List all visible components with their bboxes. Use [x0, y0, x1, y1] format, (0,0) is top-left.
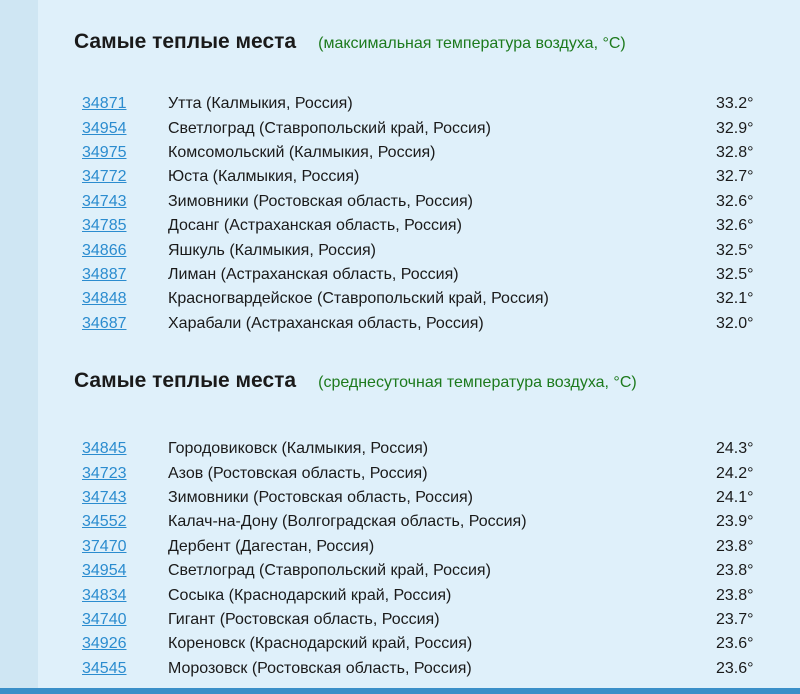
- station-code-link[interactable]: 34926: [82, 635, 127, 653]
- station-place: Светлоград (Ставропольский край, Россия): [168, 119, 491, 137]
- station-code-link[interactable]: 34866: [82, 241, 127, 259]
- station-place: Кореновск (Краснодарский край, Россия): [168, 635, 473, 653]
- section-title: Самые теплые места: [74, 369, 297, 392]
- station-place: Досанг (Астраханская область, Россия): [168, 217, 462, 235]
- temperature-value: 23.8°: [716, 562, 754, 580]
- station-code-link[interactable]: 34975: [82, 143, 127, 161]
- station-place: Сосыка (Краснодарский край, Россия): [168, 586, 452, 604]
- table-row: [74, 287, 774, 311]
- station-list: [74, 437, 774, 681]
- table-row: [74, 510, 774, 534]
- section-subtitle: (среднесуточная температура воздуха, °C): [318, 374, 637, 391]
- station-code-link[interactable]: 34772: [82, 168, 127, 186]
- station-code-link[interactable]: 34785: [82, 217, 127, 235]
- station-code-link[interactable]: 34887: [82, 265, 127, 283]
- station-place: Городовиковск (Калмыкия, Россия): [168, 440, 429, 458]
- station-place: Гигант (Ростовская область, Россия): [168, 610, 440, 628]
- table-row: [74, 263, 774, 287]
- station-place: Калач-на-Дону (Волгоградская область, Россия): [168, 513, 527, 531]
- table-row: [74, 657, 774, 681]
- table-row: [74, 559, 774, 583]
- station-place: Харабали (Астраханская область, Россия): [168, 314, 484, 332]
- temperature-value: 33.2°: [716, 95, 754, 113]
- temperature-value: 32.1°: [716, 290, 754, 308]
- station-code-link[interactable]: 34954: [82, 562, 127, 580]
- temperature-value: 23.6°: [716, 635, 754, 653]
- table-row: [74, 583, 774, 607]
- table-row: [74, 116, 774, 140]
- table-row: [74, 141, 774, 165]
- table-row: [74, 238, 774, 262]
- section-heading: [74, 30, 774, 60]
- table-row: [74, 461, 774, 485]
- station-code-link[interactable]: 34743: [82, 192, 127, 210]
- section-heading: [74, 369, 774, 399]
- temperature-value: 24.2°: [716, 464, 754, 482]
- station-place: Лиман (Астраханская область, Россия): [168, 265, 459, 283]
- table-row: [74, 486, 774, 510]
- station-code-link[interactable]: 34743: [82, 488, 127, 506]
- max-temp-section: [74, 30, 774, 332]
- station-place: Яшкуль (Калмыкия, Россия): [168, 241, 377, 259]
- bottom-accent-bar: [0, 688, 800, 694]
- temperature-value: 32.7°: [716, 168, 754, 186]
- table-row: [74, 312, 774, 336]
- temperature-value: 24.3°: [716, 440, 754, 458]
- station-code-link[interactable]: 34552: [82, 513, 127, 531]
- temperature-value: 32.5°: [716, 241, 754, 259]
- temperature-value: 32.9°: [716, 119, 754, 137]
- station-code-link[interactable]: 37470: [82, 537, 127, 555]
- station-code-link[interactable]: 34723: [82, 464, 127, 482]
- station-place: Комсомольский (Калмыкия, Россия): [168, 143, 436, 161]
- station-code-link[interactable]: 34834: [82, 586, 127, 604]
- station-place: Азов (Ростовская область, Россия): [168, 464, 428, 482]
- section-subtitle: (максимальная температура воздуха, °C): [318, 35, 626, 52]
- station-place: Зимовники (Ростовская область, Россия): [168, 192, 474, 210]
- temperature-value: 23.6°: [716, 659, 754, 677]
- temperature-value: 24.1°: [716, 488, 754, 506]
- station-place: Дербент (Дагестан, Россия): [168, 537, 375, 555]
- avg-temp-section: [74, 369, 774, 677]
- station-place: Морозовск (Ростовская область, Россия): [168, 659, 472, 677]
- table-row: [74, 190, 774, 214]
- table-row: [74, 214, 774, 238]
- station-code-link[interactable]: 34545: [82, 659, 127, 677]
- table-row: [74, 632, 774, 656]
- station-place: Красногвардейское (Ставропольский край, Россия): [168, 290, 549, 308]
- station-code-link[interactable]: 34687: [82, 314, 127, 332]
- temperature-value: 32.0°: [716, 314, 754, 332]
- temperature-value: 23.7°: [716, 610, 754, 628]
- temperature-value: 23.8°: [716, 586, 754, 604]
- station-code-link[interactable]: 34845: [82, 440, 127, 458]
- table-row: [74, 535, 774, 559]
- temperature-value: 32.8°: [716, 143, 754, 161]
- temperature-value: 23.8°: [716, 537, 754, 555]
- table-row: [74, 437, 774, 461]
- temperature-value: 32.6°: [716, 217, 754, 235]
- station-code-link[interactable]: 34740: [82, 610, 127, 628]
- station-code-link[interactable]: 34954: [82, 119, 127, 137]
- table-row: [74, 608, 774, 632]
- temperature-value: 32.6°: [716, 192, 754, 210]
- station-code-link[interactable]: 34871: [82, 95, 127, 113]
- station-place: Утта (Калмыкия, Россия): [168, 95, 353, 113]
- temperature-value: 32.5°: [716, 265, 754, 283]
- station-place: Светлоград (Ставропольский край, Россия): [168, 562, 491, 580]
- section-title: Самые теплые места: [74, 30, 297, 53]
- table-row: [74, 165, 774, 189]
- left-margin-strip: [0, 0, 38, 694]
- station-list: [74, 92, 774, 336]
- station-place: Зимовники (Ростовская область, Россия): [168, 488, 474, 506]
- table-row: [74, 92, 774, 116]
- station-code-link[interactable]: 34848: [82, 290, 127, 308]
- station-place: Юста (Калмыкия, Россия): [168, 168, 360, 186]
- temperature-value: 23.9°: [716, 513, 754, 531]
